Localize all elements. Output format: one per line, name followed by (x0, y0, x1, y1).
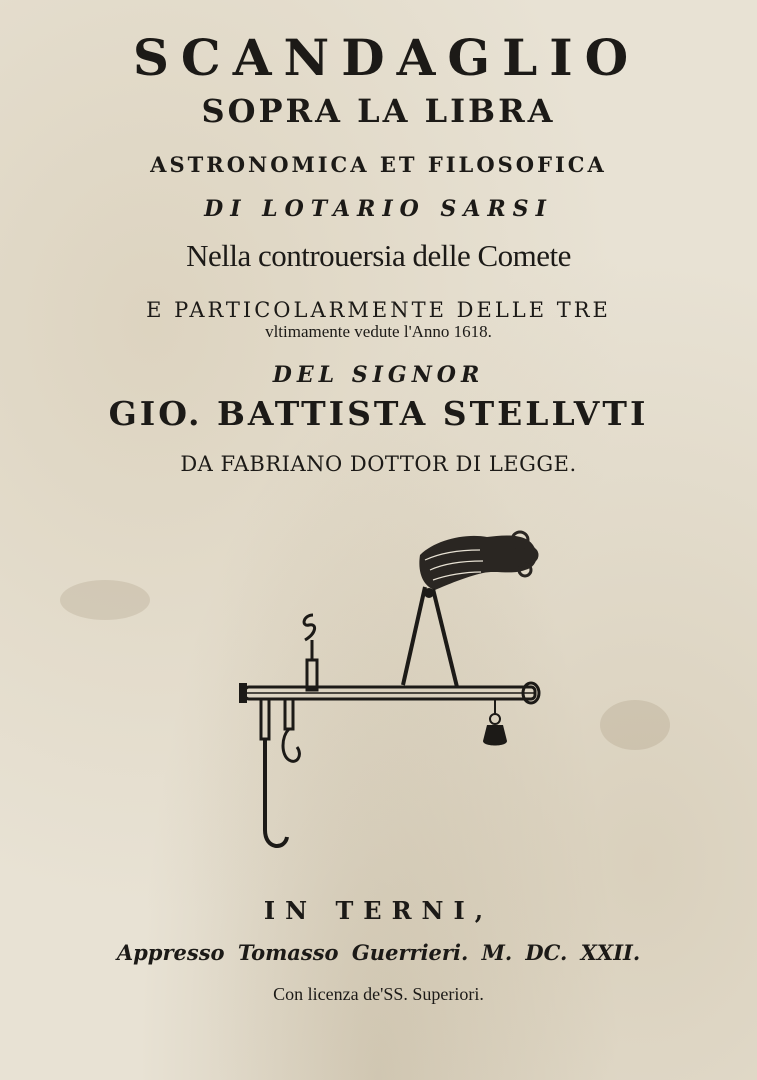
paper-stain (60, 580, 150, 620)
imprint-printer: Appresso Tomasso Guerrieri. M. DC. XXII. (116, 940, 641, 965)
subtitle-line: ASTRONOMICA ET FILOSOFICA (150, 152, 607, 177)
hand-compass-steelyard-woodcut-icon (225, 515, 555, 855)
author-intro: DEL SIGNOR (272, 362, 485, 388)
imprint-license: Con licenza de'SS. Superiori. (273, 984, 484, 1004)
author-title: DA FABRIANO DOTTOR DI LEGGE. (180, 452, 577, 476)
paper-stain (600, 700, 670, 750)
author-pseudonym: DI LOTARIO SARSI (204, 196, 553, 222)
topic-line: Nella controuersia delle Comete (186, 238, 571, 273)
imprint-place: IN TERNI, (263, 896, 494, 925)
main-title: SCANDAGLIO (132, 28, 641, 87)
subtitle: SOPRA LA LIBRA (201, 92, 556, 130)
author-name: GIO. BATTISTA STELLVTI (108, 394, 649, 433)
topic-line-3: vltimamente vedute l'Anno 1618. (265, 322, 492, 341)
topic-line-2: E PARTICOLARMENTE DELLE TRE (146, 298, 611, 322)
